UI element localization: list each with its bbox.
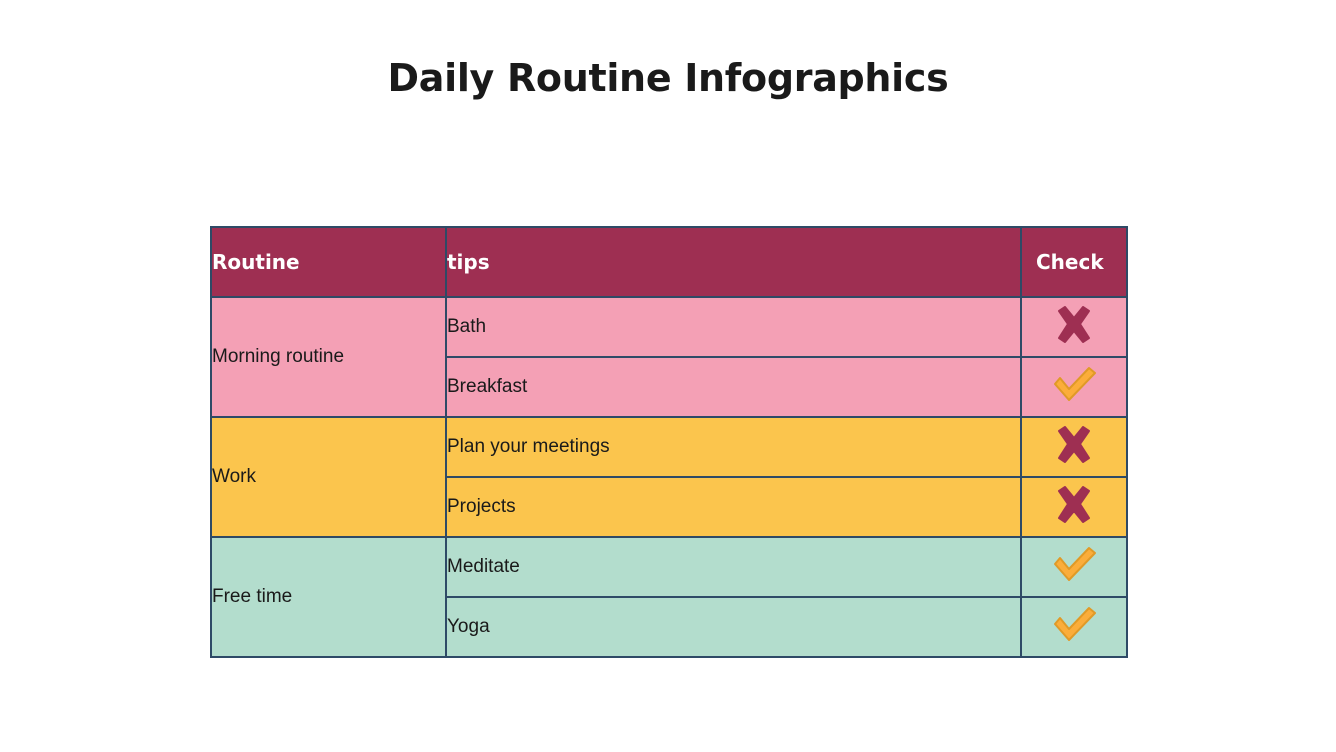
check-icon[interactable] [1050, 545, 1098, 585]
table-header-row [211, 227, 1127, 297]
tip-cell: Yoga [446, 597, 1021, 657]
routine-table-container [210, 226, 1126, 658]
cross-icon[interactable] [1050, 485, 1098, 525]
check-icon[interactable] [1050, 365, 1098, 405]
tip-cell: Meditate [446, 537, 1021, 597]
table-body [211, 297, 1127, 657]
table-header [211, 227, 1127, 297]
check-icon[interactable] [1050, 605, 1098, 645]
tip-cell: Plan your meetings [446, 417, 1021, 477]
column-header-tips: tips [446, 227, 1021, 297]
check-cell[interactable] [1021, 537, 1127, 597]
check-cell[interactable] [1021, 597, 1127, 657]
column-header-routine: Routine [211, 227, 446, 297]
page-title: Daily Routine Infographics [387, 56, 949, 100]
check-cell[interactable] [1021, 417, 1127, 477]
tip-cell: Projects [446, 477, 1021, 537]
group-label-free-time: Free time [211, 537, 446, 657]
column-header-check: Check [1021, 227, 1127, 297]
routine-table [210, 226, 1128, 658]
tip-cell: Breakfast [446, 357, 1021, 417]
table-row [211, 297, 1127, 357]
tip-cell: Bath [446, 297, 1021, 357]
check-cell[interactable] [1021, 297, 1127, 357]
check-cell[interactable] [1021, 477, 1127, 537]
cross-icon[interactable] [1050, 425, 1098, 465]
check-cell[interactable] [1021, 357, 1127, 417]
table-row [211, 537, 1127, 597]
table-row [211, 417, 1127, 477]
group-label-morning-routine: Morning routine [211, 297, 446, 417]
cross-icon[interactable] [1050, 305, 1098, 345]
group-label-work: Work [211, 417, 446, 537]
